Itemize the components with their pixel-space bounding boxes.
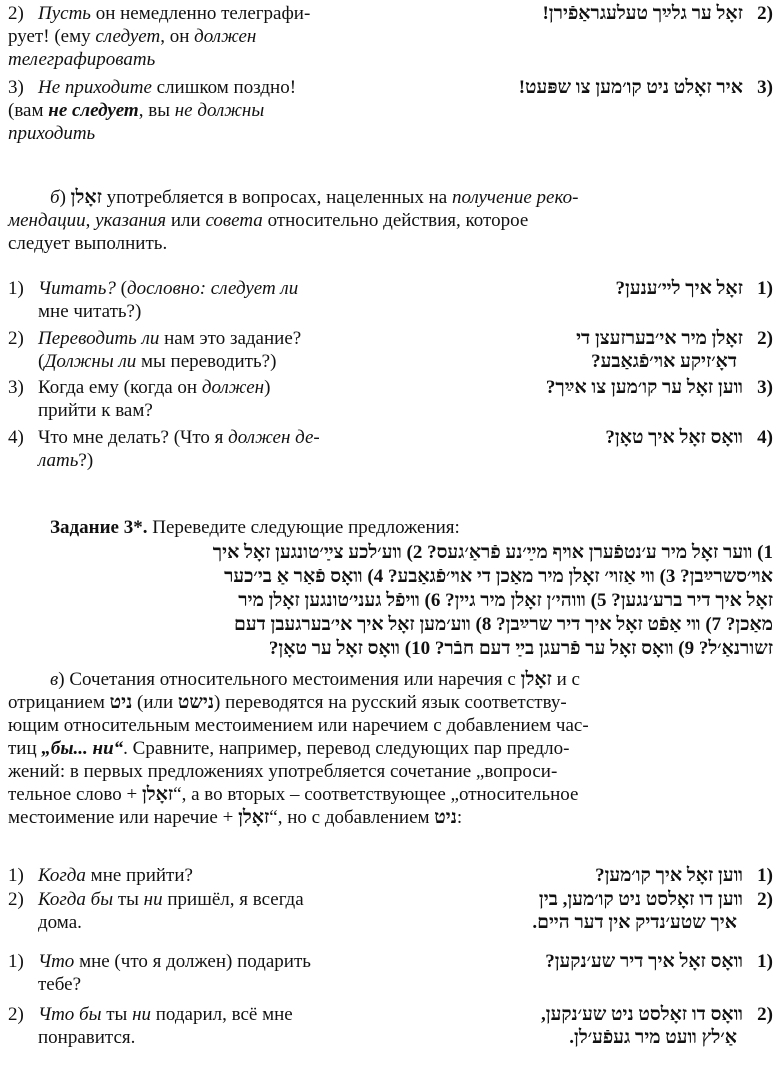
section-b-paragraph: б) זאָלן употребляется в вопросах, нацеленных на получение реко- мендации, указания или совета относительно действия, которое следует выполнить.	[8, 187, 579, 254]
example-v-4-yi: (2 װאָס דו זאָלסט ניט שע׳נקען, אַ׳לץ װעט מיר געפֿע׳לן.	[540, 1004, 773, 1048]
example-b-3-yi: (3 װען זאָל ער קו׳מען צו אײַך?	[545, 377, 773, 398]
example-v-1-ru: 1) Когда мне прийти?	[8, 865, 193, 886]
task3-line: מאַכן? 7) װי אַפֿט זאָל איך דיר שרײַבן? 8) װע׳מען זאָל איך אי׳בערגעבן דעם	[233, 614, 773, 635]
example-b-4-yi: (4 װאָס זאָל איך טאָן?	[605, 427, 773, 448]
example-v-2-ru: 2) Когда бы ты ни пришёл, я всегда дома.	[8, 889, 304, 933]
example-top-3-ru: 3) Не приходите слишком поздно! (вам не следует, вы не должны приходить	[8, 77, 297, 144]
example-b-2-ru: 2) Переводить ли нам это задание? (Должны ли мы переводить?)	[8, 328, 302, 372]
task3-line: 1) װער זאָל מיר ע׳נטפֿערן אױף מײַ׳נע פֿראַ׳געס? 2) װע׳לכע צײַ׳טונגען זאָל איך	[212, 542, 773, 563]
example-b-2-yi: (2 זאָלן מיר אי׳בערזעצן די דאָ׳זיקע אױ׳פֿגאַבע?	[576, 328, 773, 372]
task3-sentences	[7, 541, 773, 661]
example-v-3-ru: 1) Что мне (что я должен) подарить тебе?	[8, 951, 311, 995]
example-top-2-yi: (2 זאָל ער גלײַך טעלעגראַפֿירן!	[542, 3, 773, 24]
task3-instruction: Переведите следующие предложения:	[152, 517, 460, 538]
task3-line: זשורנאַ׳ל? 9) װאָס זאָל ער פֿרעגן בײַ דעם חבֿר? 10) װאָס זאָל ער טאָן?	[268, 638, 773, 659]
example-v-1-yi: (1 װען זאָל איך קו׳מען?	[595, 865, 773, 886]
example-v-2-yi: (2 װען דו זאָלסט ניט קו׳מען, בין איך שטע׳נדיק אין דער הײם.	[532, 889, 773, 933]
example-top-3-yi: (3 איר זאָלט ניט קו׳מען צו שפּעט!	[518, 77, 773, 98]
task3-title: Задание 3*.	[50, 517, 148, 538]
task3-heading	[50, 516, 770, 539]
task3-line: אױ׳סשרײַבן? 3) װי אַזױ׳ זאָלן מיר מאַכן די אױ׳פֿגאַבע? 4) װאָס פֿאַר אַ בי׳כער	[224, 566, 773, 587]
example-top-2-ru: 2) Пусть он немедленно телеграфи- рует! (ему следует, он должен телеграфировать	[8, 3, 311, 70]
example-v-4-ru: 2) Что бы ты ни подарил, всё мне понравится.	[8, 1004, 293, 1048]
example-b-1-ru: 1) Читать? (дословно: следует ли мне читать?)	[8, 278, 299, 322]
task3-line: זאָל איך דיר ברע׳נגען? 5) װוהי׳ן זאָלן מיר גײן? 6) װיפֿל געני׳טונגען זאָלן מיר	[238, 590, 773, 611]
example-b-4-ru: 4) Что мне делать? (Что я должен де- лать?)	[8, 427, 320, 471]
example-v-3-yi: (1 װאָס זאָל איך דיר שע׳נקען?	[545, 951, 773, 972]
example-b-3-ru: 3) Когда ему (когда он должен) прийти к вам?	[8, 377, 271, 421]
section-v-paragraph: в) Сочетания относительного местоимения или наречия с זאָלן и с отрицанием ניט (или נישט) переводятся на русский язык соответству- ющим относительным местоимением или наречием с добавлением час- тиц „бы... ни“. Сравните, например, перевод следующих пар предло- жений: в первых предложениях употребляется сочетание „вопроси- тельное слово + זאָלן“, а во вторых – соответствующее „относительное местоимение или наречие + זאָלן“, но с добавлением ניט:	[8, 669, 589, 828]
example-b-1-yi: (1 זאָל איך לײ׳ענען?	[615, 278, 773, 299]
